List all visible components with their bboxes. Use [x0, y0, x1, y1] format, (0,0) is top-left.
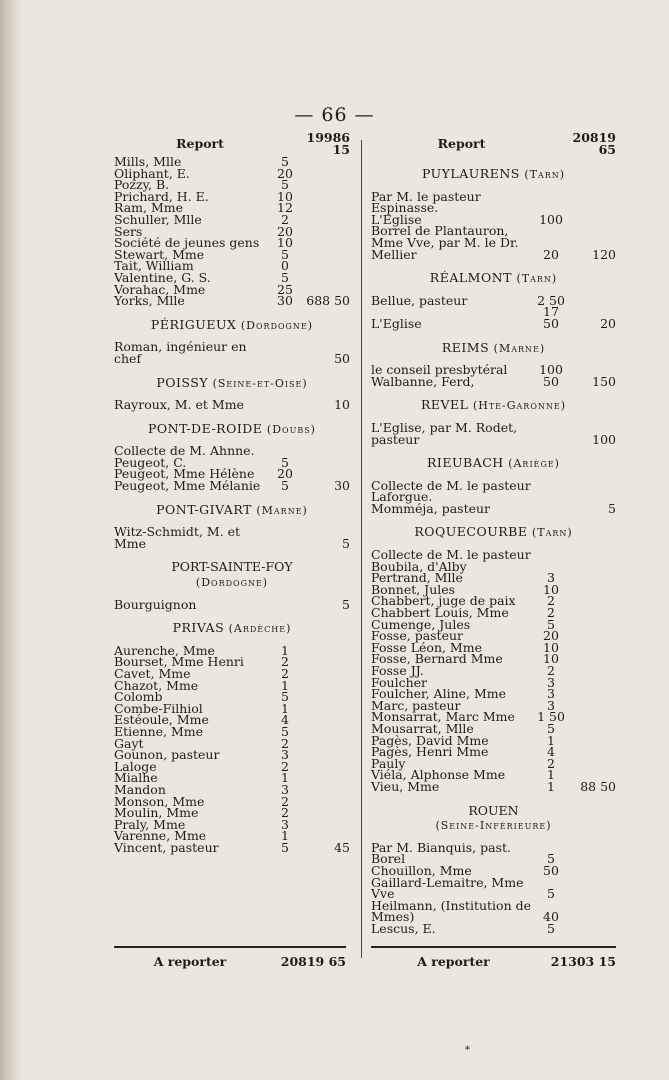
donor-name: Pagès, Henri Mme: [371, 744, 489, 760]
section-heading: [114, 622, 350, 635]
department-name: (Tarn): [524, 168, 566, 181]
donor-amount: 3: [281, 816, 289, 832]
department-name: (Dordogne): [240, 318, 314, 332]
donor-row: [371, 419, 616, 447]
donor-name: Varenne, Mme: [114, 828, 207, 844]
donor-name: Tait, William: [114, 258, 194, 274]
donor-amount: 2: [547, 663, 555, 678]
section-total: 50: [334, 350, 350, 366]
donor-amount: 5: [547, 886, 555, 902]
donor-name: Société de jeunes gens: [114, 235, 260, 251]
page-number: — 66 —: [294, 104, 375, 126]
donor-amount: 1 50: [537, 709, 565, 725]
donor-name: Chabbert, juge de paix: [371, 593, 516, 609]
donor-amount: 50: [543, 862, 559, 878]
donor-name: L'Eglise: [371, 211, 422, 227]
place-name: PUYLAURENS: [421, 166, 520, 181]
donor-row: [114, 839, 350, 855]
donor-name: Pozzy, B.: [114, 177, 170, 193]
section-heading: [371, 457, 616, 470]
donor-name: Borel: [371, 851, 406, 867]
donor-row: [114, 596, 350, 612]
donor-name: Valentine, G. S.: [114, 269, 211, 285]
section-total: 688 50: [306, 293, 350, 309]
donor-name: Par M. le pasteur Espinasse.: [371, 188, 481, 216]
donor-amount: 1: [281, 642, 289, 658]
donor-amount: 5: [281, 269, 289, 285]
section-total: 120: [592, 246, 616, 262]
donor-name: Par M. Bianquis, past.: [371, 839, 511, 855]
right-footer: [371, 946, 616, 974]
donor-name: Cavet, Mme: [114, 666, 191, 681]
donor-amount: 2: [281, 654, 289, 670]
department-name: (Dordogne): [195, 576, 269, 590]
donor-name: L'Eglise: [371, 315, 422, 331]
section-heading: [114, 374, 350, 390]
donor-amount: 5: [547, 720, 555, 736]
donor-row: [371, 477, 616, 505]
donor-name: Pertrand, Mlle: [371, 570, 463, 586]
donor-name: Prichard, H. E.: [114, 188, 209, 204]
donor-amount: 2: [547, 605, 555, 621]
section-total: 45: [334, 839, 350, 855]
donor-row: [371, 897, 616, 925]
donor-amount: 5: [281, 478, 289, 494]
donor-amount: 2: [547, 593, 555, 609]
department-name: (Marne): [493, 341, 546, 355]
donor-amount: 5: [547, 920, 555, 936]
donor-row: [371, 746, 616, 758]
left-sections: [114, 156, 350, 854]
left-column: [114, 132, 350, 854]
donor-row: [371, 292, 616, 308]
donor-name: Vincent, pasteur: [114, 839, 219, 855]
donor-row: [371, 778, 616, 794]
place-name: POISSY: [156, 374, 209, 390]
donor-name: Collecte de M. Ahnne.: [114, 443, 255, 459]
donor-amount: 1: [281, 828, 289, 844]
footer-value: 20819 65: [280, 953, 346, 969]
donor-name: Momméja, pasteur: [371, 500, 491, 516]
donor-amount: 25: [277, 281, 293, 297]
donor-row: [114, 480, 350, 492]
donor-name: Ram, Mme: [114, 200, 184, 216]
donor-amount: 5: [281, 689, 289, 705]
donor-amount: 2: [281, 666, 289, 681]
donor-name: Oliphant, E.: [114, 165, 190, 181]
donor-amount: 1: [281, 770, 289, 786]
department-name: (Ariège): [508, 457, 560, 471]
donor-amount: 20: [277, 223, 293, 239]
donor-name: Aurenche, Mme: [114, 642, 215, 658]
donor-amount: 12: [277, 200, 293, 216]
report-header: [114, 132, 350, 156]
donor-amount: 3: [547, 674, 555, 690]
donor-row: [371, 839, 616, 855]
donor-amount: 3: [547, 686, 555, 702]
donor-amount: 20: [277, 466, 293, 482]
donor-name: Mills, Mlle: [114, 154, 182, 169]
donor-row: [114, 211, 350, 227]
bottom-mark: *: [465, 1045, 470, 1056]
donor-amount: 20: [277, 165, 293, 181]
donor-row: [371, 500, 616, 516]
donor-amount: 5: [281, 246, 289, 262]
donor-name: Foulcher: [371, 674, 427, 690]
donor-name: Viéla, Alphonse Mme: [371, 767, 506, 783]
section-total: 5: [608, 500, 616, 516]
donor-name: Praly, Mme: [114, 816, 186, 832]
donor-name: Colomb: [114, 689, 163, 705]
department-name: (Seine-et-Oise): [212, 376, 308, 390]
donor-amount: 1: [547, 778, 555, 794]
donor-row: [371, 188, 616, 216]
department-name: (Tarn): [516, 272, 558, 286]
donor-name: Pauly: [371, 755, 406, 771]
donor-row: [371, 306, 616, 329]
donor-name: Bourguignon: [114, 596, 197, 612]
donor-amount: 5: [281, 839, 289, 855]
donor-name: Fosse, Bernard Mme: [371, 651, 503, 667]
donor-name: Peugeot, C.: [114, 454, 187, 470]
section-total: 30: [334, 478, 350, 494]
donor-name: Chouillon, Mme: [371, 862, 472, 878]
donor-name: Walbanne, Ferd,: [371, 373, 475, 389]
donor-name: Laloge: [114, 758, 157, 774]
donor-name: Bonnet, Jules: [371, 581, 456, 597]
section-heading: [371, 399, 616, 412]
donor-name: Mandon: [114, 781, 166, 797]
place-name: PONT-DE-ROIDE: [148, 420, 263, 436]
donor-name: Stewart, Mme: [114, 246, 205, 262]
donor-name: Witz-Schmidt, M. et Mme: [114, 524, 241, 551]
section-heading: [371, 339, 616, 355]
donor-amount: 10: [543, 581, 559, 597]
donor-amount: 20: [543, 628, 559, 644]
donor-amount: 4: [281, 712, 289, 728]
donor-amount: 50: [543, 373, 559, 389]
footer-value: 21303 15: [550, 953, 616, 969]
donor-row: [371, 920, 616, 936]
donor-name: Fosse Léon, Mme: [371, 639, 482, 655]
donor-name: Rayroux, M. et Mme: [114, 397, 244, 413]
donor-row: [371, 373, 616, 389]
donor-amount: 100: [539, 362, 563, 378]
donor-name: Lescus, E.: [371, 920, 436, 936]
donor-amount: 10: [277, 188, 293, 204]
section-heading: [371, 168, 616, 181]
section-total: 5: [342, 596, 350, 612]
donor-name: Foulcher, Aline, Mme: [371, 686, 507, 702]
donor-amount: 5: [547, 616, 555, 632]
donor-name: Fosse, pasteur: [371, 628, 464, 644]
donor-amount: 5: [281, 723, 289, 739]
donor-name: Collecte de M. le pasteur Laforgue.: [371, 477, 531, 505]
section-total: 150: [592, 373, 616, 389]
donor-amount: 2: [281, 758, 289, 774]
donor-name: Combe-Filhiol: [114, 700, 203, 716]
donor-amount: 3: [281, 747, 289, 763]
donor-name: Bourset, Mme Henri: [114, 654, 244, 670]
donor-name: Gayt: [114, 735, 144, 751]
place-name: REIMS: [441, 339, 490, 355]
donor-row: [371, 874, 616, 902]
donor-amount: 3: [281, 781, 289, 797]
donor-row: [114, 723, 350, 739]
department-name: (Seine-Inférieure): [435, 819, 552, 833]
department-name: (Tarn): [531, 526, 573, 540]
donor-name: Chazot, Mme: [114, 677, 199, 693]
donor-name: Fosse JJ.: [371, 663, 424, 678]
donor-amount: 4: [547, 744, 555, 760]
donor-name: Borrel de Plantauron, Mme Vve, par M. le Dr. Mellier: [371, 223, 519, 262]
place-name: RIEUBACH: [427, 455, 504, 471]
section-heading: [371, 526, 616, 539]
donor-name: Collecte de M. le pasteur Boubila, d'Alby: [371, 547, 531, 574]
donor-name: Vorahac, Mme: [114, 281, 206, 297]
section-heading: [371, 272, 616, 285]
report-label: Report: [437, 136, 486, 152]
section-total: 5: [342, 535, 350, 551]
donor-row: [114, 526, 350, 549]
donor-amount: 5: [281, 454, 289, 470]
donor-name: Sers: [114, 223, 143, 239]
donor-amount: 40: [543, 909, 559, 925]
column-divider: [361, 140, 362, 958]
donor-name: Gounon, pasteur: [114, 747, 220, 763]
donor-name: Monsarrat, Marc Mme: [371, 709, 515, 725]
donor-amount: 1: [547, 767, 555, 783]
place-name: PRIVAS: [172, 620, 225, 636]
donor-name: Monson, Mme: [114, 793, 205, 809]
donor-name: Mousarrat, Mlle: [371, 720, 474, 736]
donor-name: Pagès, David Mme: [371, 732, 489, 748]
donor-amount: 2: [281, 211, 289, 227]
donor-amount: 1: [281, 700, 289, 716]
donor-name: Peugeot, Mme Mélanie: [114, 478, 261, 494]
donor-row: [371, 549, 616, 572]
donor-name: Estéoule, Mme: [114, 712, 209, 728]
donor-amount: 1: [281, 677, 289, 693]
donor-name: Marc, pasteur: [371, 697, 461, 713]
place-name: REVEL: [420, 397, 469, 413]
donor-name: Mialhe: [114, 770, 158, 786]
donor-amount: 3: [547, 697, 555, 713]
donor-amount: 2: [281, 793, 289, 809]
donor-amount: 10: [543, 639, 559, 655]
donor-amount: 2 50: [537, 292, 565, 308]
department-name: (Doubs): [266, 422, 316, 436]
donor-amount: 10: [277, 235, 293, 251]
donor-amount: 2: [547, 755, 555, 771]
section-heading: [114, 316, 350, 332]
donor-name: Yorks, Mlle: [114, 293, 185, 309]
donor-amount: 17 50: [543, 304, 559, 331]
book-spine-shadow: [0, 0, 22, 1080]
department-name: (Marne): [256, 503, 308, 517]
report-header: [371, 132, 616, 156]
donor-amount: 20: [543, 246, 559, 262]
place-name: ROUEN: [468, 802, 519, 818]
donor-amount: 2: [281, 735, 289, 751]
donor-name: Cumenge, Jules: [371, 616, 471, 632]
donor-name: L'Eglise, par M. Rodet, pasteur: [371, 419, 518, 447]
donor-name: Gaillard-Lemaitre, Mme Vve: [371, 874, 524, 902]
donor-name: Moulin, Mme: [114, 805, 199, 821]
section-heading: [114, 501, 350, 517]
report-label: Report: [176, 136, 224, 152]
donor-row: [114, 399, 350, 411]
donor-amount: 5: [547, 851, 555, 867]
report-value: 19986 15: [306, 130, 350, 157]
section-heading: [114, 420, 350, 436]
donor-row: [114, 341, 350, 364]
department-name: (Ardèche): [228, 622, 292, 636]
right-sections: [371, 168, 616, 934]
donor-amount: 1: [547, 732, 555, 748]
donor-row: [114, 295, 350, 307]
donor-amount: 3: [547, 570, 555, 586]
donor-amount: 100: [539, 211, 563, 227]
donor-amount: 30: [277, 293, 293, 309]
donor-name: Peugeot, Mme Hélène: [114, 466, 255, 482]
donor-amount: 10: [543, 651, 559, 667]
place-name: ROQUECOURBE: [414, 524, 528, 540]
donor-amount: 2: [281, 805, 289, 821]
donor-name: Bellue, pasteur: [371, 292, 468, 308]
donor-name: Etienne, Mme: [114, 723, 204, 739]
donor-name: Schuller, Mlle: [114, 211, 202, 227]
donor-name: Roman, ingénieur en chef: [114, 339, 247, 366]
department-name: (Hte-Garonne): [472, 399, 567, 413]
place-name: PONT-GIVART: [156, 501, 252, 517]
section-heading: [114, 561, 350, 588]
section-total: 100: [592, 431, 616, 447]
section-total: 10: [334, 397, 350, 413]
right-column: [371, 132, 616, 934]
donor-amount: 5: [281, 154, 289, 169]
donor-row: [371, 225, 616, 260]
donor-amount: 0: [281, 258, 289, 274]
section-total: 88 50: [580, 778, 616, 794]
footer-label: A reporter: [417, 953, 490, 969]
place-name: PÉRIGUEUX: [150, 316, 237, 332]
section-heading: [371, 802, 616, 833]
place-name: RÉALMONT: [429, 270, 512, 286]
donor-name: Chabbert Louis, Mme: [371, 605, 509, 621]
left-footer: [114, 946, 346, 974]
place-name: PORT-SAINTE-FOY: [171, 559, 293, 575]
donor-amount: 5: [281, 177, 289, 193]
footer-label: A reporter: [153, 953, 227, 969]
donor-name: le conseil presbytéral: [371, 362, 508, 378]
donor-name: Vieu, Mme: [371, 778, 440, 794]
report-value: 20819 65: [572, 130, 616, 157]
section-total: 20: [600, 315, 616, 331]
donor-name: Heilmann, (Institution de Mmes): [371, 897, 531, 925]
